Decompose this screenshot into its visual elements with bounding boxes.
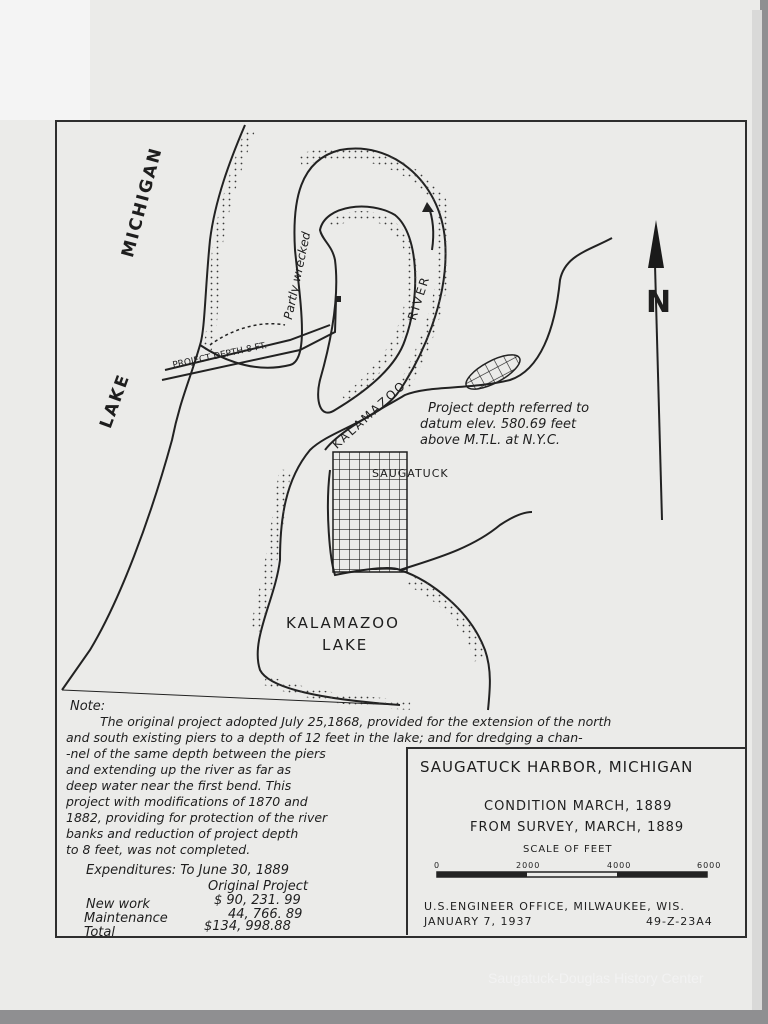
date-line: JANUARY 7, 1937 [424,915,533,928]
datum-line-1: Project depth referred to [428,401,590,416]
scale-tick-4000: 4000 [607,861,632,870]
expense-label-maintenance: Maintenance [84,911,168,926]
datum-line-3: above M.T.L. at N.Y.C. [420,433,561,448]
scale-label: SCALE OF FEET [523,844,613,855]
note-line-2: and south existing piers to a depth of 12 feet in the lake; and for dredging a chan- [66,730,583,745]
partly-wrecked-label: Partly wrecked [281,230,314,321]
note-line-4: and extending up the river as far as [66,762,291,777]
project-depth-pier-label: PROJECT DEPTH-8 FT. [171,341,268,371]
drawing-number: 49-Z-23A4 [646,915,713,928]
note-line-8: banks and reduction of project depth [66,826,299,841]
office-line: U.S.ENGINEER OFFICE, MILWAUKEE, WIS. [424,900,685,913]
condition-line: CONDITION MARCH, 1889 [484,799,673,814]
lake-michigan-label-1: MICHIGAN [118,144,167,260]
note-line-7: 1882, providing for protection of the river [66,810,328,825]
scale-tick-6000: 6000 [697,861,722,870]
expense-label-new-work: New work [86,897,150,912]
expense-amount-maintenance: 44, 766. 89 [228,907,303,922]
expenditures-subheading: Original Project [208,879,308,894]
expense-amount-new-work: $ 90, 231. 99 [214,893,301,908]
note-heading: Note: [70,699,106,714]
note-line-6: project with modifications of 1870 and [66,794,308,809]
lake-michigan-label-2: LAKE [96,370,135,432]
note-line-1: The original project adopted July 25,1868, provided for the extension of the north [100,714,612,729]
scale-tick-2000: 2000 [516,861,541,870]
photo-credit-watermark: Saugatuck-Douglas History Center [488,970,704,986]
kalamazoo-lake-label-1: KALAMAZOO [286,614,400,632]
river-label: RIVER [405,273,433,323]
survey-line: FROM SURVEY, MARCH, 1889 [470,820,685,835]
expense-amount-total: $134, 998.88 [204,919,291,934]
kalamazoo-lake-label-2: LAKE [322,636,369,654]
kalamazoo-river-label: KALAMAZOO [329,377,410,452]
map-title: SAUGATUCK HARBOR, MICHIGAN [420,758,694,776]
note-line-9: to 8 feet, was not completed. [66,842,251,857]
note-line-5: deep water near the first bend. This [66,778,292,793]
note-line-3: -nel of the same depth between the piers [66,746,326,761]
scale-tick-0: 0 [434,861,441,870]
north-label: N [646,285,673,320]
expenditures-heading: Expenditures: To June 30, 1889 [86,863,289,878]
saugatuck-label: SAUGATUCK [372,467,449,480]
expense-label-total: Total [84,925,115,940]
datum-line-2: datum elev. 580.69 feet [420,417,577,432]
